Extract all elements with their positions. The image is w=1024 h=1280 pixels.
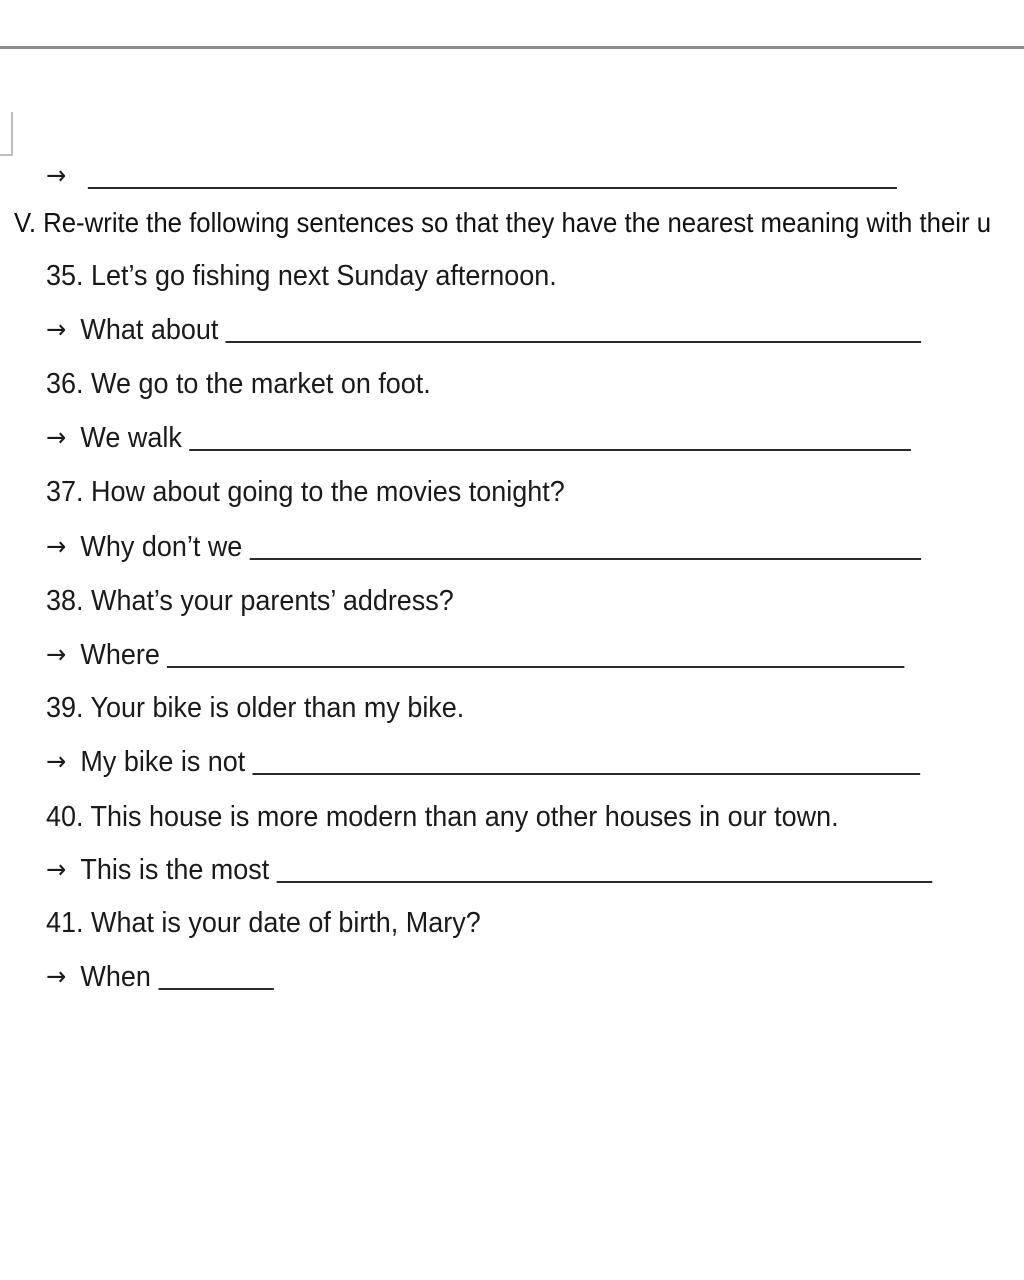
arrow-icon: →: [46, 161, 67, 191]
question-37: 37. How about going to the movies tonight?: [46, 476, 565, 508]
answer-line-35: [46, 312, 921, 348]
answer-line-37: [46, 529, 921, 565]
answer-line-41: [46, 959, 274, 995]
question-40: 40. This house is more modern than any other houses in our town.: [46, 801, 839, 833]
answer-blank[interactable]: [88, 186, 897, 189]
answer-stem: Why don’t we: [80, 531, 243, 563]
answer-blank[interactable]: [277, 880, 933, 883]
answer-stem: Where: [80, 639, 160, 671]
answer-blank[interactable]: [158, 987, 273, 990]
arrow-icon: →: [46, 962, 67, 992]
answer-stem: When: [80, 961, 151, 993]
question-41: 41. What is your date of birth, Mary?: [46, 907, 481, 939]
answer-stem: We walk: [80, 422, 182, 454]
arrow-icon: →: [46, 640, 67, 670]
question-36: 36. We go to the market on foot.: [46, 368, 431, 400]
question-35: 35. Let’s go fishing next Sunday afternoon.: [46, 260, 557, 292]
arrow-icon: →: [46, 532, 67, 562]
answer-stem: What about: [80, 314, 219, 346]
top-divider: [0, 46, 1024, 49]
arrow-icon: →: [46, 315, 67, 345]
arrow-icon: →: [46, 423, 67, 453]
answer-line-39: [46, 744, 920, 780]
answer-stem: My bike is not: [80, 746, 246, 778]
arrow-icon: →: [46, 855, 67, 885]
answer-line-40: [46, 852, 932, 888]
answer-blank[interactable]: [226, 340, 922, 343]
arrow-icon: →: [46, 747, 67, 777]
question-38: 38. What’s your parents’ address?: [46, 585, 454, 617]
answer-blank[interactable]: [167, 665, 904, 668]
margin-marker: [0, 112, 13, 156]
section-heading: V. Re-write the following sentences so that they have the nearest meaning with their u: [14, 207, 992, 238]
answer-stem: This is the most: [80, 854, 270, 886]
answer-line-36: [46, 420, 911, 456]
question-39: 39. Your bike is older than my bike.: [46, 692, 465, 724]
answer-blank[interactable]: [250, 557, 921, 560]
answer-line-38: [46, 637, 905, 673]
answer-blank[interactable]: [253, 772, 921, 775]
previous-answer-line: [46, 158, 897, 194]
answer-blank[interactable]: [189, 448, 911, 451]
